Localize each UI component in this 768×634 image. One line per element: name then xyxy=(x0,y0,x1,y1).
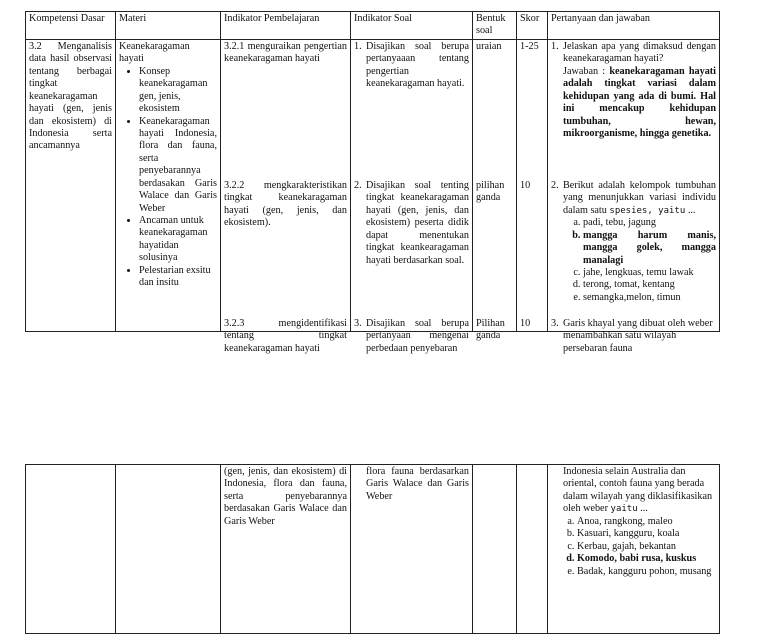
option: a. padi, tebu, jagung xyxy=(583,217,716,229)
skor-2: 10 xyxy=(520,179,531,191)
indikator-pembelajaran-3: 3.2.3 mengidentifikasi tentang tingkat keanekaragaman hayati xyxy=(224,317,347,354)
indikator-soal-1-num: 1. xyxy=(354,40,362,52)
header-pertanyaan: Pertanyaan dan jawaban xyxy=(548,12,720,40)
header-row xyxy=(26,12,720,40)
question-1-text: Jelaskan apa yang dimaksud dengan keanekaragaman hayati? xyxy=(563,40,716,65)
option: a. Anoa, rangkong, maleo xyxy=(577,516,716,528)
question-2-tail: spesies, yaitu xyxy=(609,205,686,216)
question-2-text: Berikut adalah kelompok tumbuhan yang menunjukkan variasi individu dalam satu xyxy=(563,179,716,216)
option: e. Badak, kangguru pohon, musang xyxy=(577,566,716,578)
option-correct: b. mangga harum manis, mangga golek, mangga manalagi xyxy=(583,230,716,267)
kompetensi-dasar-cell xyxy=(26,39,116,331)
question-2 xyxy=(551,180,716,304)
header-bentuk-soal: Bentuk soal xyxy=(473,12,517,40)
option: b. Kasuari, kangguru, koala xyxy=(577,528,716,540)
indikator-soal-3 xyxy=(354,318,469,355)
bentuk-empty-cell xyxy=(473,465,517,634)
materi-item: • Konsep keanekaragaman gen, jenis, ekosistem xyxy=(139,66,217,116)
materi-list xyxy=(119,66,217,290)
answer-label: Jawaban : xyxy=(563,65,606,77)
header-indikator-soal: Indikator Soal xyxy=(351,12,473,40)
kisi-kisi-table-page-2 xyxy=(25,464,720,634)
question-3-options xyxy=(563,516,716,578)
question-3-rest: Indonesia selain Australia dan oriental, contoh fauna yang berada dalam wilayah yang diklasifikasikan oleh weber xyxy=(563,466,713,515)
indikator-pembelajaran-cont: (gen, jenis, dan ekosistem) di Indonesia, flora dan fauna, serta penyebarannya berdasakan Garis Walace dan Garis Weber xyxy=(221,465,351,634)
materi-cell xyxy=(116,39,221,331)
question-2-end: ... xyxy=(687,204,696,216)
materi-empty-cell xyxy=(116,465,221,634)
question-3-cont xyxy=(548,465,720,634)
question-3-end: ... xyxy=(640,503,648,515)
kompetensi-dasar-text: 3.2 Menganalisis data hasil observasi tentang berbagai tingkat keanekaragaman hayati (gen, jenis dan ekosistem) di Indonesia serta ancamannya xyxy=(29,40,112,152)
kisi-kisi-table-page-1 xyxy=(25,11,720,354)
indikator-soal-cont: flora fauna berdasarkan Garis Walace dan Garis Weber xyxy=(351,465,473,634)
option: d. terong, tomat, kentang xyxy=(583,279,716,291)
continuation-row xyxy=(26,465,720,634)
indikator-soal-3-text: Disajikan soal berupa pertanyaan mengenai perbedaan penyebaran xyxy=(366,317,469,354)
question-1-num: 1. xyxy=(551,40,559,52)
skor-3: 10 xyxy=(520,317,531,329)
indikator-soal-3-num: 3. xyxy=(354,317,362,329)
indikator-soal-1-text: Disajikan soal berupa pertanyaaan tentang pengertian keanekaragaman hayati. xyxy=(366,40,469,90)
indikator-pembelajaran-1: 3.2.1 menguraikan pengertian keanekaragaman hayati xyxy=(224,40,347,65)
materi-title: Keanekaragaman hayati xyxy=(119,40,190,65)
indikator-soal-2 xyxy=(354,180,469,267)
header-skor: Skor xyxy=(517,12,548,40)
option-correct: d. Komodo, babi rusa, kuskus xyxy=(577,553,716,565)
skor-empty-cell xyxy=(517,465,548,634)
answer-1 xyxy=(563,66,716,141)
question-1 xyxy=(551,41,716,141)
question-3 xyxy=(551,318,716,355)
option: e. semangka,melon, timun xyxy=(583,292,716,304)
header-kd: Kompetensi Dasar xyxy=(26,12,116,40)
indikator-soal-1 xyxy=(354,41,469,91)
header-indikator-pembelajaran: Indikator Pembelajaran xyxy=(221,12,351,40)
question-3-text: Garis khayal yang dibuat oleh weber menambahkan satu wilayah persebaran fauna xyxy=(563,317,713,354)
indikator-soal-2-text: Disajikan soal tenting tingkat keanekaragaman hayati (gen, jenis, dan ekosistem) peserta didik dapat menentukan tingkat keankearagaman hayati berdasarkan soal. xyxy=(366,179,469,266)
materi-item: • Keanekaragaman hayati Indonesia, flora dan fauna, serta penyebarannya berdasakan Garis Walace dan Garis Weber xyxy=(139,116,217,216)
indikator-pembelajaran-2: 3.2.2 mengkarakteristikan tingkat keanekaragaman hayati (gen, jenis, dan ekosistem). xyxy=(224,179,347,229)
kd-empty-cell xyxy=(26,465,116,634)
skor-cell xyxy=(517,39,548,331)
question-2-num: 2. xyxy=(551,179,559,191)
question-3-tail: yaitu xyxy=(610,504,638,515)
indikator-soal-2-num: 2. xyxy=(354,179,362,191)
bentuk-soal-1: uraian xyxy=(476,40,502,52)
option: c. Kerbau, gajah, bekantan xyxy=(577,541,716,553)
materi-item: • Ancaman untuk keanekaragaman hayatidan solusinya xyxy=(139,215,217,265)
bentuk-soal-3: Pilihan ganda xyxy=(476,317,505,342)
bentuk-soal-cell xyxy=(473,39,517,342)
question-2-options xyxy=(563,217,716,304)
content-row xyxy=(26,39,720,331)
answer-1-text: keanekaragaman hayati adalah tingkat variasi dalam kehidupan yang ada di bumi. Hal ini mencakup kehidupan tumbuhan, hewan, mikroorganisme, hingga genetika. xyxy=(563,65,717,139)
pertanyaan-cell xyxy=(548,39,720,354)
indikator-pembelajaran-cell xyxy=(221,39,351,354)
header-materi: Materi xyxy=(116,12,221,40)
skor-1: 1-25 xyxy=(520,40,539,52)
indikator-soal-cell xyxy=(351,39,473,354)
materi-item: • Pelestarian exsitu dan insitu xyxy=(139,265,217,290)
question-3-num: 3. xyxy=(551,317,559,329)
bentuk-soal-2: pilihan ganda xyxy=(476,179,505,204)
option: c. jahe, lengkuas, temu lawak xyxy=(583,267,716,279)
